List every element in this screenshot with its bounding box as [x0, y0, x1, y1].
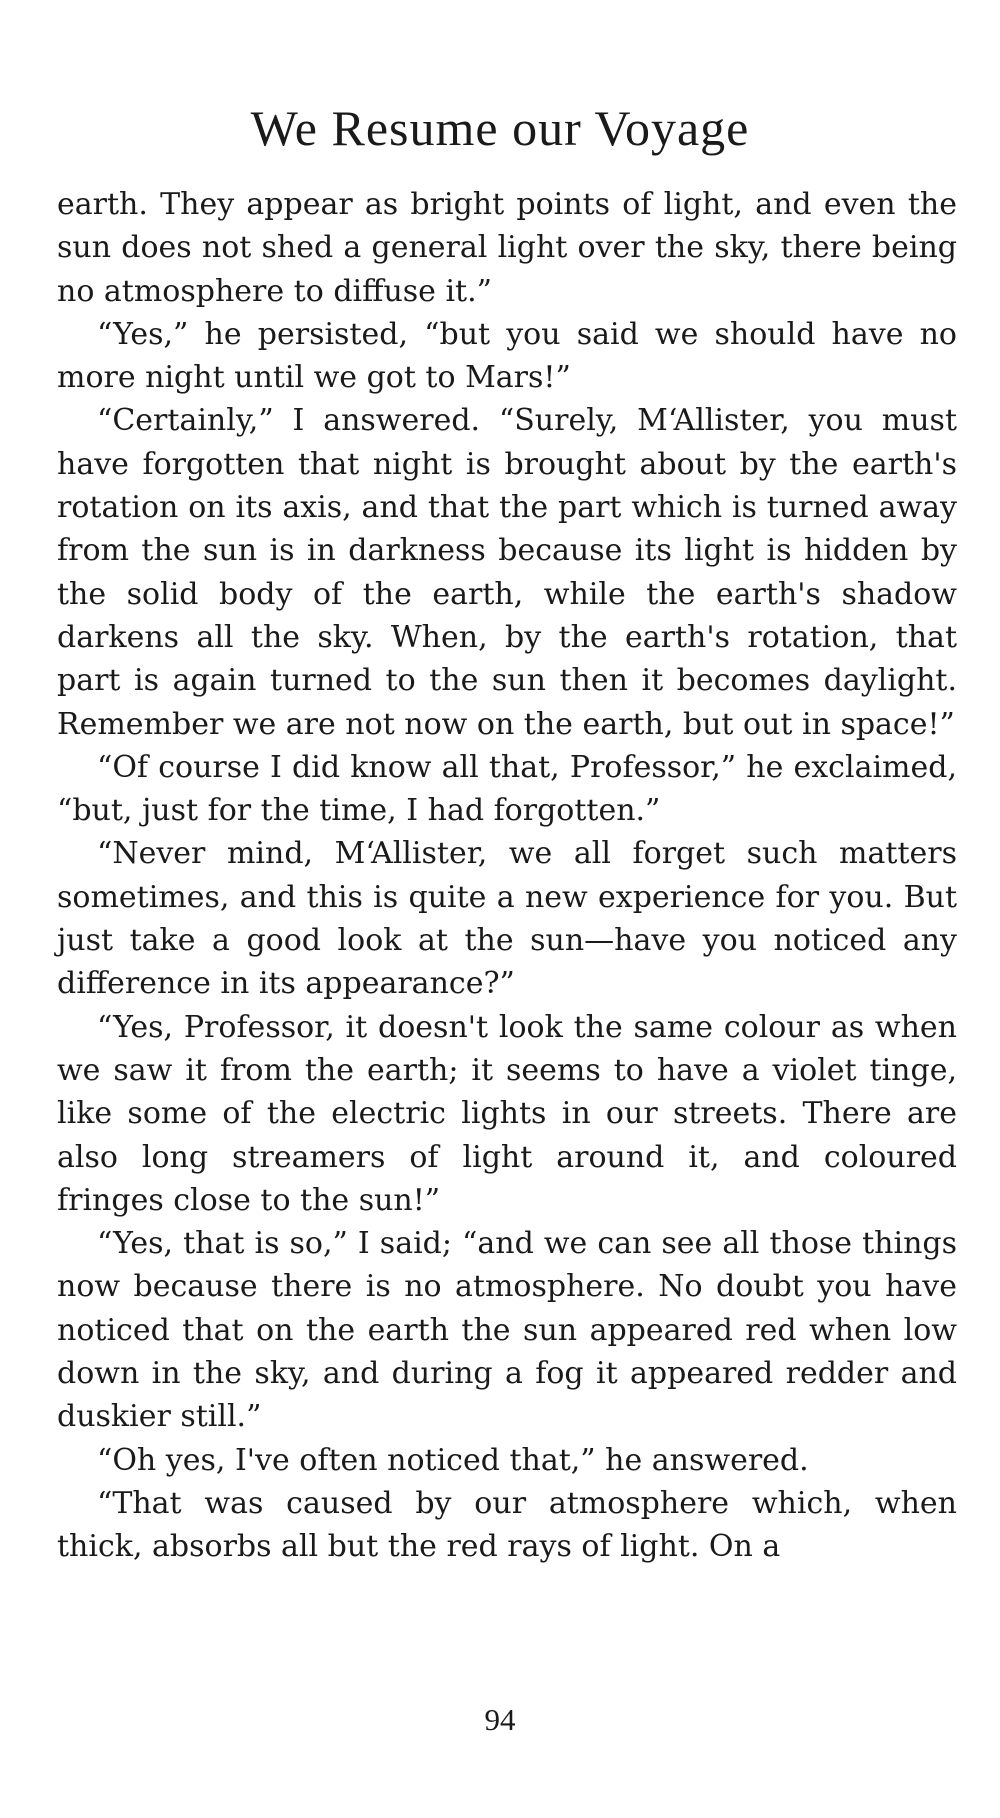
- paragraph: “Yes, Professor, it doesn't look the same colour as when we saw it from the earth; it seems to have a violet tinge, like some of the electric lights in our streets. There are also long streamers of light around it, and coloured fringes close to the sun!”: [57, 1009, 957, 1218]
- paragraph: “That was caused by our atmosphere which, when thick, absorbs all but the red rays of light. On a: [57, 1485, 957, 1565]
- paragraph: “Oh yes, I've often noticed that,” he answered.: [97, 1442, 809, 1478]
- paragraph: earth. They appear as bright points of light, and even the sun does not shed a general light over the sky, there being no atmosphere to diffuse it.”: [57, 187, 957, 309]
- running-title: We Resume our Voyage: [250, 100, 750, 156]
- paragraph: “Yes,” he persisted, “but you said we should have no more night until we got to Mars!”: [57, 316, 957, 396]
- paragraph: “Certainly,” I answered. “Surely, M‘Allister, you must have forgotten that night is brought about by the earth's rotation on its axis, and that the part which is turned away from the sun is in darkness because its light is hidden by the solid body of the earth, while the earth's shadow darkens all the sky. When, by the earth's rotation, that part is again turned to the sun then it becomes daylight. Remember we are not now on the earth, but out in space!”: [57, 403, 957, 742]
- body-text: [57, 183, 957, 1569]
- paragraph: “Never mind, M‘Allister, we all forget such matters sometimes, and this is quite a new experience for you. But just take a good look at the sun—have you noticed any difference in its appearance?”: [57, 836, 957, 1002]
- paragraph: “Of course I did know all that, Professor,” he exclaimed, “but, just for the time, I had forgotten.”: [57, 749, 957, 829]
- page-number: 94: [484, 1702, 516, 1737]
- paragraph: “Yes, that is so,” I said; “and we can see all those things now because there is no atmosphere. No doubt you have noticed that on the earth the sun appeared red when low down in the sky, and during a fog it appeared redder and duskier still.”: [57, 1226, 957, 1435]
